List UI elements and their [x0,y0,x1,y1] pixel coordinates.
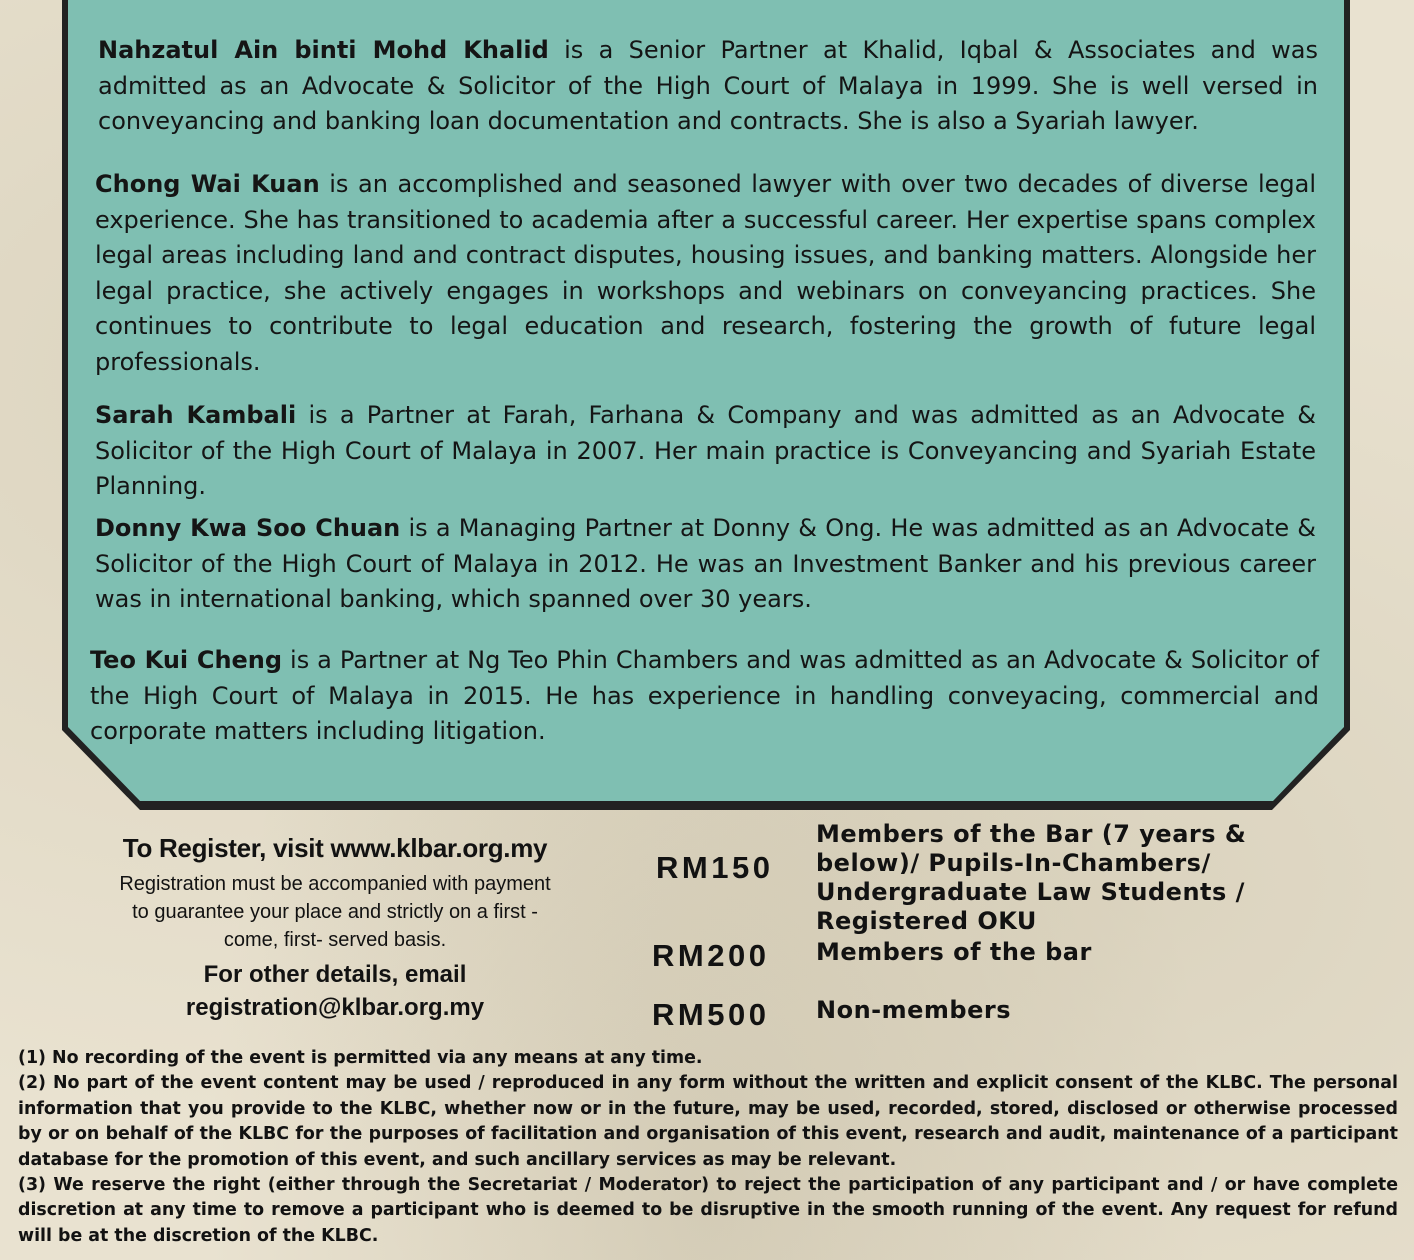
terms-notes [18,1046,1398,1249]
speaker-bio [98,33,1318,140]
registration-email-link[interactable]: registration@klbar.org.my [185,994,485,1021]
speaker-name: Nahzatul Ain binti Mohd Khalid [98,36,549,64]
speaker-bio [90,643,1319,750]
speaker-bio [95,511,1316,618]
speaker-bio-text: is an accomplished and seasoned lawyer with over two decades of diverse legal experience. She has transitioned to academia after a successful career. Her expertise spans complex legal areas including land and contract disputes, housing issues, and banking matters. Alongside her legal practice, she actively engages in workshops and webinars on conveyancing practices. She continues to contribute to legal education and research, fostering the growth of future legal professionals. [95,170,1316,376]
speaker-name: Donny Kwa Soo Chuan [95,514,401,542]
price-rm200: RM200 [652,938,770,973]
registration-title[interactable]: To Register, visit www.klbar.org.my [122,833,548,863]
speaker-bio-text: is a Partner at Ng Teo Phin Chambers and was admitted as an Advocate & Solicitor of the High Court of Malaya in 2015. He has experience in handling conveyacing, commercial and corporate matters including litigation. [90,646,1320,745]
terms-note: (3) We reserve the right (either through the Secretariat / Moderator) to reject the participation of any participant and / or have complete discretion at any time to remove a participant who is deemed to be disruptive in the smooth running of the event. Any request for refund will be at the discretion of the KLBC. [18,1175,1398,1246]
registration-info [70,830,600,1024]
registration-email-label: For other details, email [203,961,467,988]
speaker-bio [95,167,1316,380]
tier-description: Members of the bar [816,938,1092,966]
speaker-bio-text: is a Senior Partner at Khalid, Iqbal & Associates and was admitted as an Advocate & Solicitor of the High Court of Malaya in 1999. She is well versed in conveyancing and banking loan documentation and contracts. She is also a Syariah lawyer. [98,36,1318,135]
speaker-bio-text: is a Partner at Farah, Farhana & Company and was admitted as an Advocate & Solicitor of the High Court of Malaya in 2007. Her main practice is Conveyancing and Syariah Estate Planning. [95,401,1316,500]
speaker-bio-text: is a Managing Partner at Donny & Ong. He was admitted as an Advocate & Solicitor of the High Court of Malaya in 2012. He was an Investment Banker and his previous career was in international banking, which spanned over 30 years. [95,514,1316,613]
tier-description: Members of the Bar (7 years & below)/ Pupils-In-Chambers/ Undergraduate Law Students / Registered OKU [816,820,1247,935]
speaker-name: Teo Kui Cheng [90,646,283,674]
terms-note: (1) No recording of the event is permitted via any means at any time. [18,1048,703,1068]
registration-note: Registration must be accompanied with payment to guarantee your place and strictly on a first - come, first- served basis. [119,873,551,951]
speaker-name: Sarah Kambali [95,401,297,429]
tier-description: Non-members [816,996,1011,1024]
price-rm500: RM500 [652,997,770,1032]
speaker-name: Chong Wai Kuan [95,170,320,198]
price-rm150: RM150 [656,850,774,885]
speaker-bio [95,398,1316,505]
terms-note: (2) No part of the event content may be used / reproduced in any form without the written and explicit consent of the KLBC. The personal information that you provide to the KLBC, whether now or in the future, may be used, recorded, stored, disclosed or otherwise processed by or on behalf of the KLBC for the purposes of facilitation and organisation of this event, research and audit, maintenance of a participant database for the promotion of this event, and such ancillary services as may be relevant. [18,1073,1398,1170]
